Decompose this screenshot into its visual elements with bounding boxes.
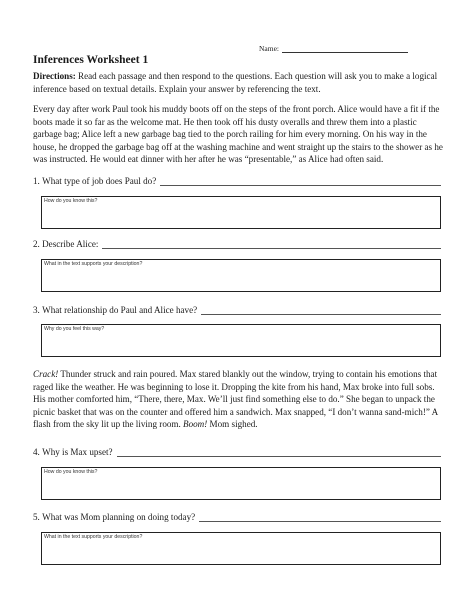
answer-box-2[interactable] (41, 259, 441, 292)
passage-2-end: Mom sighed. (207, 419, 258, 430)
question-number: 4. (33, 447, 40, 457)
question-number: 2. (33, 239, 40, 249)
answer-box-label: How do you know this? (44, 469, 98, 475)
answer-line[interactable] (102, 239, 441, 249)
name-blank-line[interactable] (282, 44, 408, 53)
question-text: Why is Max upset? (42, 447, 113, 457)
passage-1: Every day after work Paul took his muddy boots off on the steps of the front porch. Alice would have a fit if the boots made it so far as the welcome mat. He then took off his dusty overalls and threw them into a plastic garbage bag; Alice left a new garbage bag tied to the porch railing for him every morning. On his way in the house, he dropped the garbage bag off at the washing machine and went straight up the stairs to the shower as he was instructed. He would eat dinner with her after he was “presentable,” as Alice had often said. (33, 104, 443, 165)
question-2 (33, 239, 441, 249)
question-1 (33, 176, 441, 186)
worksheet-title: Inferences Worksheet 1 (33, 54, 149, 66)
answer-box-3[interactable] (41, 324, 441, 357)
question-number: 1. (33, 176, 40, 186)
answer-line[interactable] (117, 447, 441, 457)
answer-box-label: What in the text supports your description? (44, 261, 143, 267)
answer-box-label: What in the text supports your description? (44, 534, 143, 540)
name-label: Name: (259, 44, 279, 53)
passage-2-start: Crack! (33, 369, 59, 379)
question-3 (33, 305, 441, 315)
answer-box-label: Why do you feel this way? (44, 326, 105, 332)
answer-box-label: How do you know this? (44, 198, 98, 204)
question-5 (33, 512, 441, 522)
answer-line[interactable] (160, 176, 441, 186)
answer-box-4[interactable] (41, 467, 441, 500)
directions-paragraph (33, 70, 445, 95)
directions-text: Read each passage and then respond to the questions. Each question will ask you to make a logical inference based on textual details. Explain your answer by referencing the text. (33, 71, 438, 94)
question-number: 5. (33, 512, 40, 522)
answer-box-5[interactable] (41, 532, 441, 565)
question-4 (33, 447, 441, 457)
question-text: Describe Alice: (42, 239, 99, 249)
question-number: 3. (33, 305, 40, 315)
passage-2-body: Thunder struck and rain poured. Max stared blankly out the window, trying to contain his emotions that raged like the weather. He was beginning to lose it. Dropping the kite from his hand, Max broke into full sobs. His mother comforted him, “There, there, Max. We’ll just find something else to do.” She began to unpack the picnic basket that was on the counter and offered him a sandwich. Max snapped, “I don’t wanna sand-mich!” A flash from the sky lit up the living room. (33, 369, 438, 430)
question-text: What was Mom planning on doing today? (42, 512, 196, 522)
answer-line[interactable] (199, 512, 441, 522)
answer-box-1[interactable] (41, 196, 441, 229)
passage-2-boom: Boom! (183, 419, 208, 430)
name-field (259, 44, 408, 53)
answer-line[interactable] (201, 305, 441, 315)
question-text: What relationship do Paul and Alice have? (42, 305, 198, 315)
directions-label: Directions: (33, 71, 76, 81)
passage-2 (33, 368, 445, 431)
question-text: What type of job does Paul do? (42, 176, 157, 186)
